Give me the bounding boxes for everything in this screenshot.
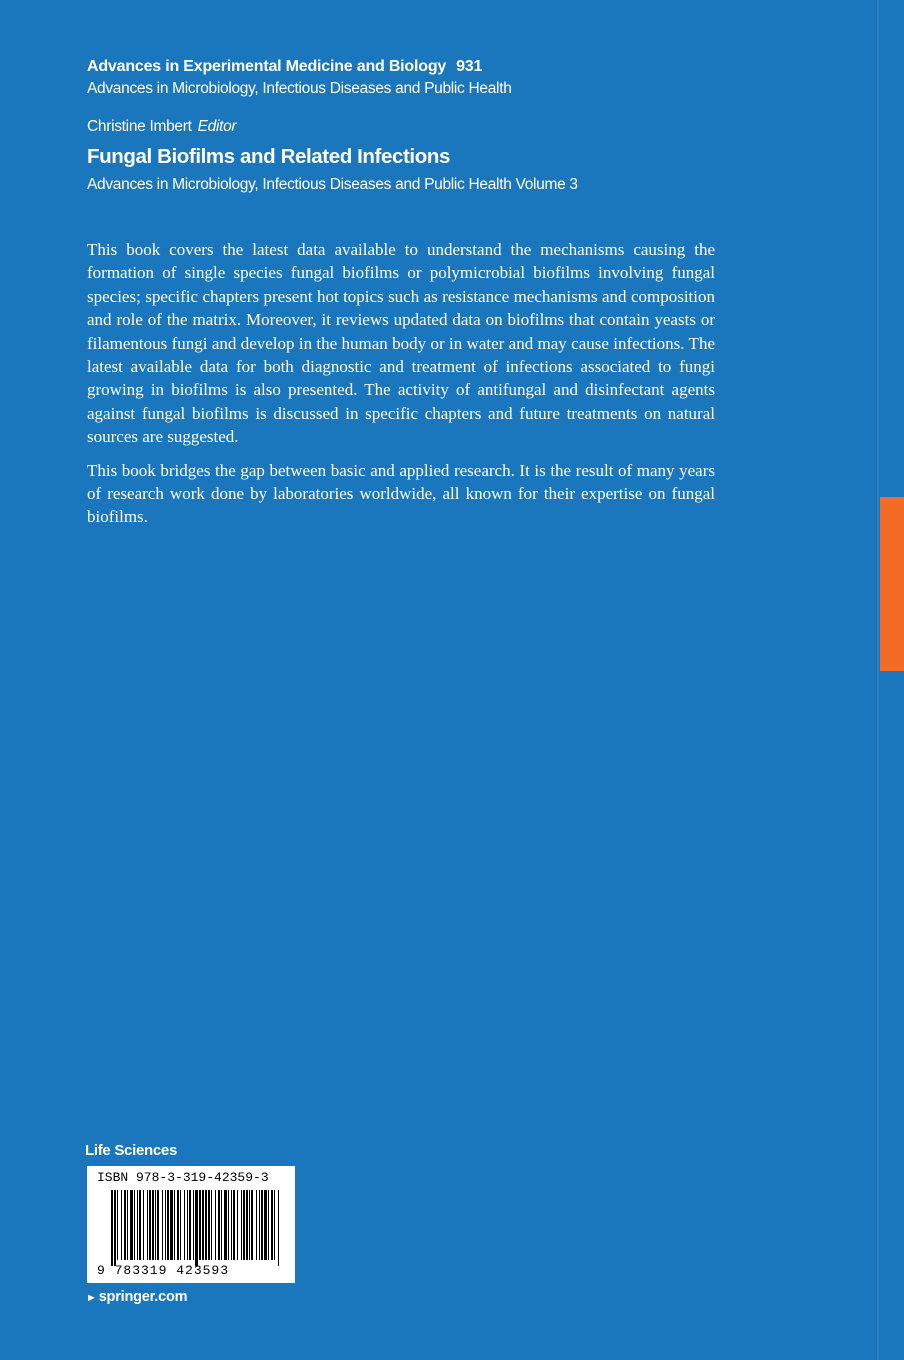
series-title-line — [87, 56, 787, 78]
ean-digits: 9 783319 423593 — [97, 1263, 230, 1278]
series-volume: 931 — [456, 58, 483, 75]
barcode-box — [87, 1166, 295, 1283]
isbn-label: ISBN 978-3-319-42359-3 — [97, 1170, 269, 1185]
color-tab — [880, 497, 904, 671]
series-title: Advances in Experimental Medicine and Biology — [87, 58, 447, 75]
blurb-paragraph-2: This book bridges the gap between basic and applied research. It is the result of many years of research work done by laboratories worldwide, all known for their expertise on fungal biofilms. — [87, 460, 715, 527]
blurb — [87, 238, 715, 539]
editor-line — [87, 116, 236, 138]
arrow-right-icon: ► — [86, 1292, 97, 1304]
series-block — [87, 56, 787, 100]
blurb-paragraph-1: This book covers the latest data available to understand the mechanisms causing the formation of single species fungal biofilms or polymicrobial biofilms involving fungal species; specific chapters present hot topics such as resistance mechanisms and composition and role of the matrix. Moreover, it reviews updated data on biofilms that contain yeasts or filamentous fungi and develop in the human body or in water and may cause infections. The latest available data for both diagnostic and treatment of infections associated to fungi growing in biofilms is also presented. The activity of antifungal and disinfectant agents against fungal biofilms is discussed in specific chapters and future treatments on natural sources are suggested. — [87, 240, 715, 447]
subject-category: Life Sciences — [85, 1142, 177, 1159]
book-title: Fungal Biofilms and Related Infections — [87, 145, 450, 168]
spine-edge — [877, 0, 879, 1360]
series-subseries: Advances in Microbiology, Infectious Diseases and Public Health — [87, 80, 512, 97]
publisher-url: springer.com — [98, 1289, 188, 1305]
publisher-link[interactable] — [86, 1287, 187, 1308]
editor-name: Christine Imbert — [87, 118, 192, 135]
editor-role: Editor — [197, 118, 237, 135]
book-subtitle: Advances in Microbiology, Infectious Diseases and Public Health Volume 3 — [87, 176, 578, 193]
